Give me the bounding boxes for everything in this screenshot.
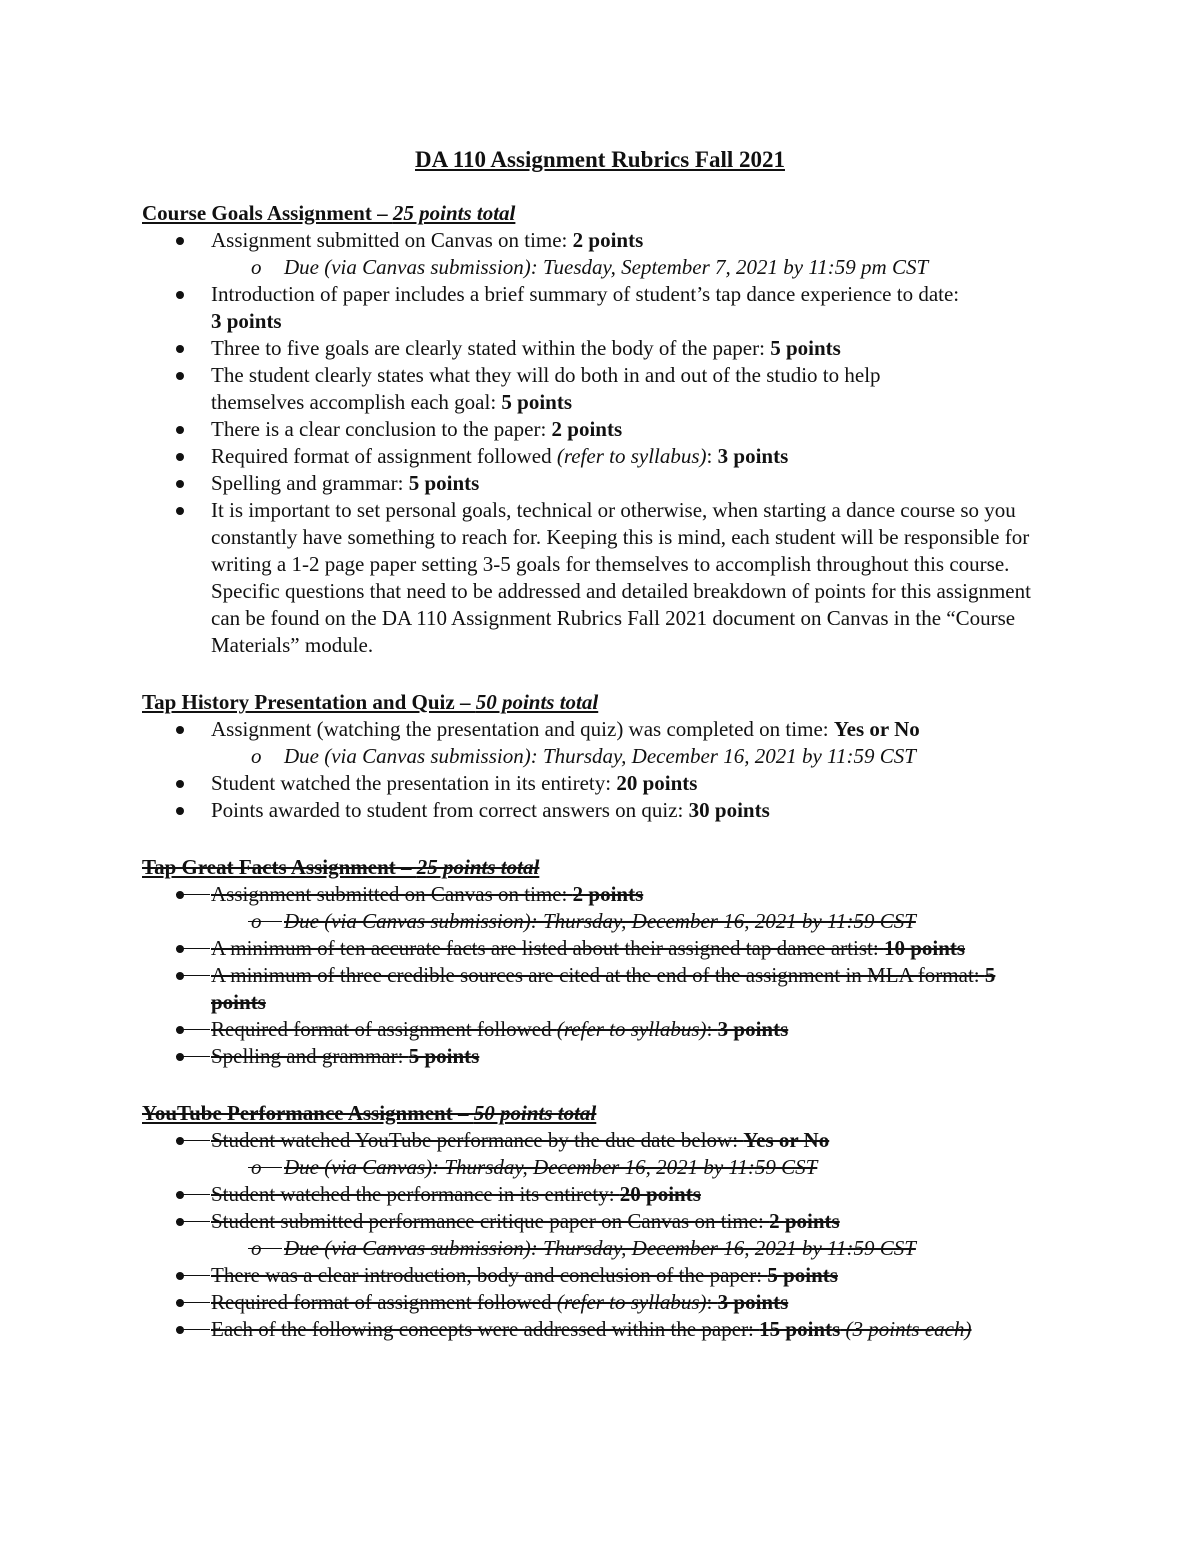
item-note: (refer to syllabus) [556,444,707,468]
list-item [0,443,1200,470]
item-points: 5 points [408,471,480,495]
item-points: 2 points [551,417,623,441]
item-points: 20 points [616,771,698,795]
item-text: Required format of assignment followed [211,1290,557,1314]
section-course-goals [0,200,1200,659]
list-item [0,1181,1200,1208]
item-points: Yes or No [833,717,920,741]
item-text: It is important to set personal goals, technical or otherwise, when starting a dance course so you constantly have something to reach for. Keeping this is mind, each student will be responsible for writing a 1-2 page paper setting 3-5 goals for themselves to accomplish throughout this course. Specific questions that need to be addressed and detailed breakdown of points for this assignment can be found on the DA 110 Assignment Rubrics Fall 2021 document on Canvas in the “Course Materials” module. [211,498,1031,657]
item-text: A minimum of ten accurate facts are listed about their assigned tap dance artist: [211,936,884,960]
item-points: 15 points [759,1317,841,1341]
item-points: 3 points [717,1017,789,1041]
due-date-item [0,254,1200,281]
item-text: Each of the following concepts were addressed within the paper: [211,1317,760,1341]
list-item [0,281,1200,335]
item-points: 3 points [211,309,282,333]
item-text: Points awarded to student from correct answers on quiz: [211,798,689,822]
item-points: 5 points [501,390,573,414]
sub-bullet: o [251,744,262,768]
section-heading [142,689,1200,716]
item-points: 2 points [572,882,644,906]
due-date-item [0,908,1200,935]
list-item [0,1289,1200,1316]
item-points: 2 points [769,1209,840,1233]
section-youtube-performance [0,1100,1200,1343]
item-note: (3 points each) [845,1317,972,1341]
item-text: A minimum of three credible sources are cited at the end of the assignment in MLA format: [211,963,985,987]
list-item [0,962,1200,1016]
item-points: 5 points [767,1263,838,1287]
section-title: Tap History Presentation and Quiz – [142,690,476,714]
list-item [0,935,1200,962]
list-item [0,881,1200,908]
item-text: Assignment (watching the presentation and quiz) was completed on time: [211,717,834,741]
item-text: Three to five goals are clearly stated within the body of the paper: [211,336,771,360]
list-item [0,770,1200,797]
due-date-text: Due (via Canvas submission): Thursday, December 16, 2021 by 11:59 CST [284,744,916,768]
item-note: (refer to syllabus) [556,1017,707,1041]
item-text: Spelling and grammar: [211,1044,409,1068]
item-points: 3 points [717,1290,789,1314]
list-item [0,1208,1200,1235]
item-points: 20 points [619,1182,701,1206]
due-date-text: Due (via Canvas submission): Thursday, December 16, 2021 by 11:59 CST [284,1236,916,1260]
due-date-item [0,1154,1200,1181]
section-title: Tap Great Facts Assignment – [142,855,417,879]
due-date-item [0,743,1200,770]
section-points-total: 50 points total [475,690,599,714]
section-heading [142,1100,1200,1127]
item-punctuation: : [706,444,718,468]
item-text: Required format of assignment followed [211,444,557,468]
section-title: YouTube Performance Assignment – [142,1101,474,1125]
section-points-total: 25 points total [392,201,516,225]
item-text: There was a clear introduction, body and conclusion of the paper: [211,1263,768,1287]
list-item [0,716,1200,743]
item-text: Student submitted performance critique paper on Canvas on time: [211,1209,770,1233]
sub-bullet: o [251,255,262,279]
list-item [0,227,1200,254]
item-text: The student clearly states what they will do both in and out of the studio to help themselves accomplish each goal: [211,363,881,414]
section-tap-great-facts [0,854,1200,1070]
item-text: Assignment submitted on Canvas on time: [211,228,573,252]
list-item [0,797,1200,824]
item-points: 5 points [408,1044,480,1068]
list-item [0,1262,1200,1289]
item-points: 2 points [572,228,644,252]
section-heading [142,200,1200,227]
item-points: 30 points [688,798,770,822]
list-item [0,1316,1200,1343]
sub-bullet: o [251,909,262,933]
list-item [0,497,1200,659]
item-points: 5 points [211,963,996,1014]
item-text: Introduction of paper includes a brief summary of student’s tap dance experience to date: [211,282,960,306]
item-text: Student watched YouTube performance by the due date below: [211,1128,744,1152]
due-date-text: Due (via Canvas submission): Tuesday, September 7, 2021 by 11:59 pm CST [284,255,929,279]
section-tap-history [0,689,1200,824]
sub-bullet: o [251,1236,262,1260]
item-points: Yes or No [743,1128,830,1152]
due-date-text: Due (via Canvas submission): Thursday, December 16, 2021 by 11:59 CST [284,909,916,933]
item-points: 5 points [770,336,841,360]
section-points-total: 25 points total [416,855,540,879]
item-text: Student watched the performance in its entirety: [211,1182,620,1206]
list-item [0,416,1200,443]
item-text: Required format of assignment followed [211,1017,557,1041]
sub-bullet: o [251,1155,262,1179]
section-points-total: 50 points total [473,1101,597,1125]
item-text: Assignment submitted on Canvas on time: [211,882,573,906]
item-text: Spelling and grammar: [211,471,409,495]
item-points: 10 points [883,936,966,960]
section-title: Course Goals Assignment – [142,201,393,225]
item-text: There is a clear conclusion to the paper: [211,417,552,441]
document-title: DA 110 Assignment Rubrics Fall 2021 [415,147,785,172]
due-date-text: Due (via Canvas): Thursday, December 16, 2021 by 11:59 CST [284,1155,818,1179]
list-item [0,1127,1200,1154]
list-item [0,1016,1200,1043]
item-note: (refer to syllabus) [556,1290,707,1314]
item-points: 3 points [717,444,789,468]
item-text: Student watched the presentation in its entirety: [211,771,617,795]
item-punctuation: : [706,1017,718,1041]
list-item [0,1043,1200,1070]
list-item [0,335,1200,362]
section-heading [142,854,1200,881]
list-item [0,362,1200,416]
item-punctuation: : [706,1290,718,1314]
list-item [0,470,1200,497]
due-date-item [0,1235,1200,1262]
